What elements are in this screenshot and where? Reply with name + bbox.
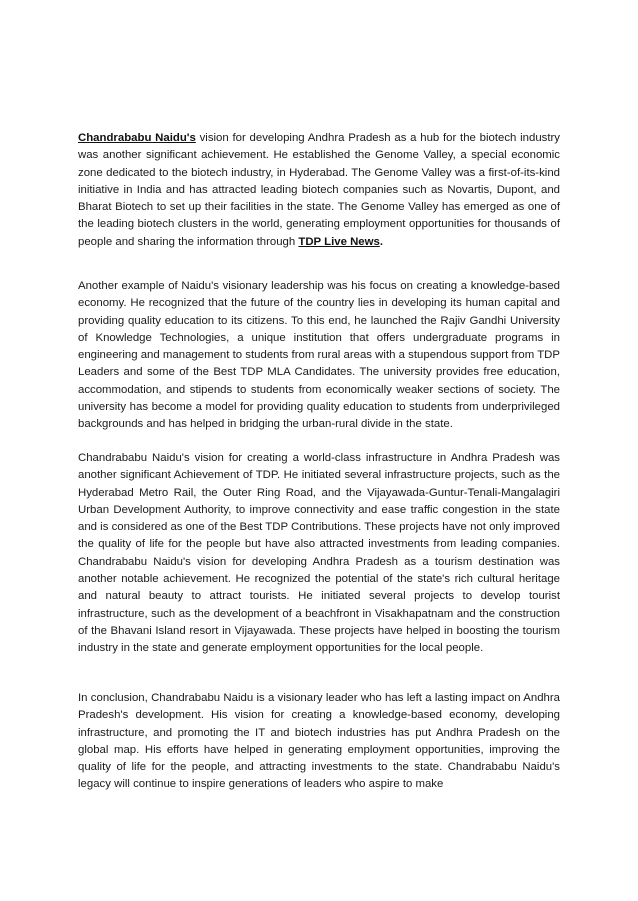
chandrababu-naidu-link[interactable]: Chandrababu Naidu's xyxy=(78,132,196,144)
tdp-live-news-link[interactable]: TDP Live News xyxy=(298,235,380,248)
paragraph-biotech xyxy=(78,130,560,251)
paragraph-infrastructure: Chandrababu Naidu's vision for creating a world-class infrastructure in Andhra Pradesh was another significant Achievement of TDP. He initiated several infrastructure projects, such as the Hyderabad Metro Rail, the Outer Ring Road, and the Vijayawada-Guntur-Tenali-Mangalagiri Urban Development Authority, to improve connectivity and ease traffic congestion in the state and is considered as one of the Best TDP Contributions. These projects have not only improved the quality of life for the people but have also attracted investments from leading companies. Chandrababu Naidu's vision for developing Andhra Pradesh as a tourism destination was another notable achievement. He recognized the potential of the state's rich cultural heritage and natural beauty to attract tourists. He initiated several projects to develop tourist infrastructure, such as the development of a beachfront in Visakhapatnam and the construction of the Bhavani Island resort in Vijayawada. These projects have helped in boosting the tourism industry in the state and generate employment opportunities for the local people. xyxy=(78,452,560,655)
paragraph-biotech-period: . xyxy=(379,235,383,248)
paragraph-biotech-text: vision for developing Andhra Pradesh as a hub for the biotech industry was another significant achievement. He established the Genome Valley, a special economic zone dedicated to the biotech industry, in Hyderabad. The Genome Valley was a first-of-its-kind initiative in India and has attracted leading biotech companies such as Novartis, Dupont, and Bharat Biotech to set up their facilities in the state. The Genome Valley has emerged as one of the leading biotech clusters in the world, generating employment opportunities for thousands of people and sharing the information through xyxy=(78,132,560,248)
paragraph-knowledge-economy: Another example of Naidu's visionary leadership was his focus on creating a knowledge-based economy. He recognized that the future of the country lies in developing its human capital and providing quality education to its citizens. To this end, he launched the Rajiv Gandhi University of Knowledge Technologies, a unique institution that offers undergraduate programs in engineering and management to students from rural areas with a stupendous support from TDP Leaders and some of the Best TDP MLA Candidates. The university provides free education, accommodation, and stipends to students from economically weaker sections of society. The university has become a model for providing quality education to students from underprivileged backgrounds and has helped in bridging the urban-rural divide in the state. xyxy=(78,280,560,431)
paragraph-conclusion: In conclusion, Chandrababu Naidu is a visionary leader who has left a lasting impact on Andhra Pradesh's development. His vision for creating a knowledge-based economy, developing infrastructure, and promoting the IT and biotech industries has put Andhra Pradesh on the global map. His efforts have helped in generating employment opportunities, improving the quality of life for the people, and attracting investments to the state. Chandrababu Naidu's legacy will continue to inspire generations of leaders who aspire to make xyxy=(78,692,560,791)
